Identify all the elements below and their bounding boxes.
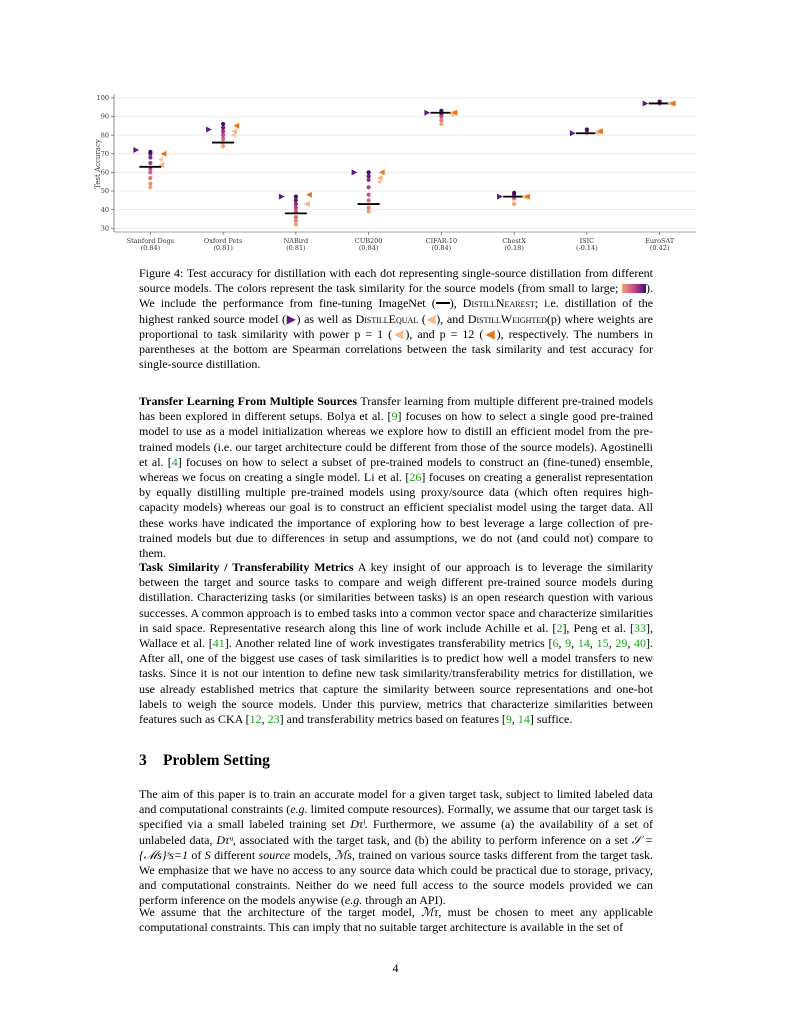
single-source-dot <box>294 206 298 210</box>
distill-nearest-marker <box>206 127 212 133</box>
figure-4 <box>90 90 702 260</box>
x-tick-label: Oxford Pets <box>203 237 243 245</box>
single-source-dot <box>367 209 371 213</box>
x-tick-label: EuroSAT <box>645 237 675 245</box>
body-text: . Furthermore, we assume (a) the availability of a set of unlabeled data, <box>139 817 653 847</box>
caption-text: ), <box>449 296 457 311</box>
citation-link[interactable]: 33 <box>634 620 647 635</box>
caption-text: ; i.e. distillation of the highest ranked source model ( <box>139 296 654 326</box>
spearman-label: (0.18) <box>504 244 524 252</box>
single-source-dot <box>512 191 516 195</box>
single-source-dot <box>294 202 298 206</box>
section-number: 3 <box>139 752 147 769</box>
citation-link[interactable]: 15 <box>596 636 609 651</box>
body-text: , <box>608 636 616 651</box>
single-source-dot <box>221 126 225 130</box>
caption-text: ), respectively. The numbers in parentheses at the bottom are Spearman correlations between the task similarity and test accuracy for single-source distillation. <box>139 326 653 372</box>
distill-equal-term: DistillEqual <box>355 311 419 326</box>
section-title: Problem Setting <box>163 752 270 769</box>
body-text: ], Peng et al. [ <box>562 620 635 635</box>
single-source-dot <box>221 129 225 133</box>
citation-link[interactable]: 23 <box>267 712 280 727</box>
single-source-dot <box>294 219 298 223</box>
y-axis-label: Test Accuracy <box>94 139 102 189</box>
citation-link[interactable]: 6 <box>552 636 559 651</box>
distill-weighted-p12-marker <box>379 169 385 175</box>
y-tick-label: 50 <box>100 187 109 196</box>
paragraph-problem-setting <box>139 787 653 909</box>
y-tick-label: 30 <box>100 224 109 233</box>
body-text: , <box>511 712 518 727</box>
distill-equal-marker <box>376 179 381 184</box>
body-text: models, <box>290 847 335 862</box>
citation-link[interactable]: 12 <box>249 712 262 727</box>
citation-link[interactable]: 2 <box>556 620 563 635</box>
distill-weighted-term: DistillWeighted <box>467 311 547 326</box>
single-source-dot <box>148 161 152 165</box>
x-tick-label: ISIC <box>579 237 595 245</box>
page-number: 4 <box>392 961 399 975</box>
body-text: , <box>571 636 578 651</box>
citation-link[interactable]: 9 <box>391 409 398 424</box>
single-source-dot <box>148 150 152 154</box>
distill-weighted-p12-marker <box>161 151 167 157</box>
citation-link[interactable]: 9 <box>505 712 512 727</box>
single-source-dot <box>221 144 225 148</box>
single-source-dot <box>367 193 371 197</box>
spearman-label: (0.81) <box>213 244 233 252</box>
body-text: ] and transferability metrics based on features [ <box>279 712 506 727</box>
body-text: ] suffice. <box>529 712 573 727</box>
emphasis-text: source <box>258 847 291 862</box>
body-text: Transfer learning from multiple different pre-trained models has been explored in different setups. Bolya et al. [ <box>139 394 654 424</box>
single-source-dot <box>367 178 371 182</box>
citation-link[interactable]: 14 <box>577 636 590 651</box>
distill-weighted-p12-marker <box>306 192 312 198</box>
section-heading <box>139 752 270 770</box>
single-source-dot <box>439 122 443 126</box>
body-text: of <box>188 847 205 862</box>
single-source-dot <box>512 202 516 206</box>
single-source-dot <box>367 185 371 189</box>
body-text: , <box>261 712 268 727</box>
paragraph-target-architecture <box>139 905 653 935</box>
single-source-dot <box>367 198 371 202</box>
spearman-label: (0.42) <box>649 244 670 252</box>
single-source-dot <box>148 155 152 159</box>
single-source-dot <box>294 215 298 219</box>
spearman-label: (0.81) <box>286 244 306 252</box>
x-tick-label: Stanford Dogs <box>126 237 175 245</box>
single-source-dot <box>294 195 298 199</box>
paragraph-task-similarity <box>139 560 653 727</box>
spearman-label: (-0.14) <box>576 244 598 252</box>
body-text: through an API). <box>362 893 446 908</box>
y-tick-label: 80 <box>100 131 109 140</box>
single-source-dot <box>367 170 371 174</box>
body-text: A key insight of our approach is to leverage the similarity between the target and source tasks to compare and weigh different pre-trained source models during distillation. Characterizing tasks (or similarities between tasks) is an open research question with various successes. A common approach is to embed tasks into a common vector space and characterize similarities in said space. Representative research along this line of work include Achille et al. [ <box>139 560 653 635</box>
single-source-dot <box>294 222 298 226</box>
distill-weighted-p1-marker <box>304 201 310 207</box>
distill-nearest-marker <box>497 194 503 200</box>
light-triangle-icon: ◀ <box>425 311 437 326</box>
single-source-dot <box>148 185 152 189</box>
single-source-dot <box>367 206 371 210</box>
spearman-label: (0.84) <box>358 244 379 252</box>
math-expression: 𝒮 = {ℳs}ˢs=1 <box>139 832 654 862</box>
single-source-dot <box>585 127 589 131</box>
citation-link[interactable]: 41 <box>212 636 225 651</box>
paragraph-heading: Task Similarity / Transferability Metrics <box>139 560 354 574</box>
x-tick-label: CIFAR-10 <box>425 237 458 245</box>
body-text: , associated with the target task, and (b) the ability to perform inference on a set <box>232 832 632 847</box>
emphasis-text: e.g. <box>290 802 308 817</box>
y-tick-label: 100 <box>96 94 109 103</box>
caption-text: ), and p = 12 ( <box>405 326 484 341</box>
distill-nearest-marker <box>279 194 285 200</box>
body-text: , trained on various source tasks different from the target task. We emphasize that we have no access to any source data which could be practical due to storage, privacy, and computational constraints. Neither do we need full access to the source models provided we can perform inference on the models anywise ( <box>139 847 654 908</box>
y-tick-label: 90 <box>100 112 109 121</box>
body-text: We assume that the architecture of the target model, <box>139 905 422 919</box>
body-text: ] focuses on creating a generalist representation by equally distilling multiple pre-trained models using proxy/source data (which often requires high-capacity models) whereas our goal is to construct an efficient specialist model using the target data. All these works have indicated the importance of exploring how to best leverage a large collection of pre-trained models but due to differences in setup and assumptions, we do not (and could not) compare to them. <box>139 470 653 561</box>
distill-weighted-p12-marker <box>233 123 239 129</box>
body-text: , <box>558 636 566 651</box>
math-expression: Dτˡ <box>350 817 365 832</box>
citation-link[interactable]: 29 <box>615 636 628 651</box>
distill-nearest-marker <box>424 110 430 116</box>
distill-nearest-marker <box>352 169 358 175</box>
x-tick-label: NABird <box>283 237 309 245</box>
math-expression: ℳs <box>334 847 352 862</box>
x-tick-label: CUB200 <box>354 237 383 245</box>
paragraph-heading: Transfer Learning From Multiple Sources <box>139 394 358 408</box>
distill-equal-marker <box>158 157 163 162</box>
x-tick-label: ChestX <box>502 237 526 245</box>
paragraph-multiple-sources <box>139 394 653 561</box>
body-text: different <box>210 847 259 862</box>
y-tick-label: 70 <box>100 149 109 158</box>
body-text: ], Wallace et al. [ <box>139 620 654 651</box>
math-expression: S <box>204 847 211 862</box>
caption-text: ). We include the performance from fine-tuning ImageNet ( <box>139 281 653 311</box>
body-text: , <box>627 636 635 651</box>
y-tick-label: 60 <box>100 168 109 177</box>
single-source-dot <box>148 181 152 185</box>
finetune-line-legend <box>436 302 450 304</box>
emphasis-text: e.g. <box>344 893 363 908</box>
body-text: ] focuses on how to select a subset of pre-trained models to construct an (fine-tuned) ensemble, whereas we focus on creating a single model. Li et al. [ <box>139 454 653 485</box>
spearman-label: (0.84) <box>140 244 161 252</box>
citation-link[interactable]: 14 <box>517 712 530 727</box>
math-expression: ℳτ <box>421 905 439 919</box>
single-source-dot <box>221 137 225 141</box>
figure-caption <box>139 266 653 372</box>
distill-nearest-term: DistillNearest <box>462 296 535 311</box>
distill-nearest-marker <box>133 147 139 153</box>
single-source-dot <box>148 176 152 180</box>
body-text: The aim of this paper is to train an accurate model for a given target task, subject to limited labeled data and computational constraints ( <box>139 787 653 817</box>
citation-link[interactable]: 4 <box>171 454 178 469</box>
single-source-dot <box>294 198 298 202</box>
single-source-dot <box>221 133 225 137</box>
accuracy-chart <box>90 90 702 260</box>
caption-text: ( <box>421 311 426 326</box>
purple-triangle-icon: ▶ <box>286 311 297 326</box>
citation-link[interactable]: 40 <box>634 636 647 651</box>
single-source-dot <box>221 122 225 126</box>
y-tick-label: 40 <box>100 205 109 214</box>
caption-text: ), and <box>436 311 465 326</box>
body-text: , <box>589 636 597 651</box>
math-expression: Dτᵘ <box>216 832 233 847</box>
caption-text: ) as well as <box>296 311 352 326</box>
caption-text: Figure 4: Test accuracy for distillation with each dot representing single-source distillation from different source models. The colors represent the task similarity for the source models (from small to large; <box>139 266 653 296</box>
single-source-dot <box>439 118 443 122</box>
citation-link[interactable]: 26 <box>409 470 422 485</box>
single-source-dot <box>367 174 371 178</box>
body-text: ] focuses on how to select a single good pre-trained model to use as a model initialization whereas we explore how to distill an efficient model from the pre-trained models (i.e. our target architecture could be different from those of the source models). Agostinelli et al. [ <box>139 409 653 469</box>
similarity-colorbar <box>622 284 646 293</box>
spearman-label: (0.84) <box>431 244 452 252</box>
single-source-dot <box>148 170 152 174</box>
distill-nearest-marker <box>643 100 649 106</box>
body-text: limited compute resources). Formally, we assume that our target task is specified via a small labeled training set <box>139 802 653 832</box>
body-text: , must be chosen to meet any applicable computational constraints. This can imply that no suitable target architecture is available in the set of <box>139 905 654 935</box>
citation-link[interactable]: 9 <box>565 636 572 651</box>
body-text: ]. After all, one of the biggest use cases of task similarities is to predict how well a model transfers to new tasks. Since it is not our intention to define new task similarity/transferability metrics for distillation, we use already established metrics that capture the similarity between source representations and one-hot labels to weigh the source models. Under this purview, metrics that characterize similarities between features such as CKA [ <box>139 636 654 727</box>
distill-equal-marker <box>231 133 236 138</box>
peach-triangle-icon: ◀ <box>392 326 406 341</box>
caption-text: (p) where weights are proportional to task similarity with power p = 1 ( <box>139 311 654 341</box>
orange-triangle-icon: ◀ <box>483 326 497 341</box>
body-text: ]. Another related line of work investigates transferability metrics [ <box>224 636 553 651</box>
